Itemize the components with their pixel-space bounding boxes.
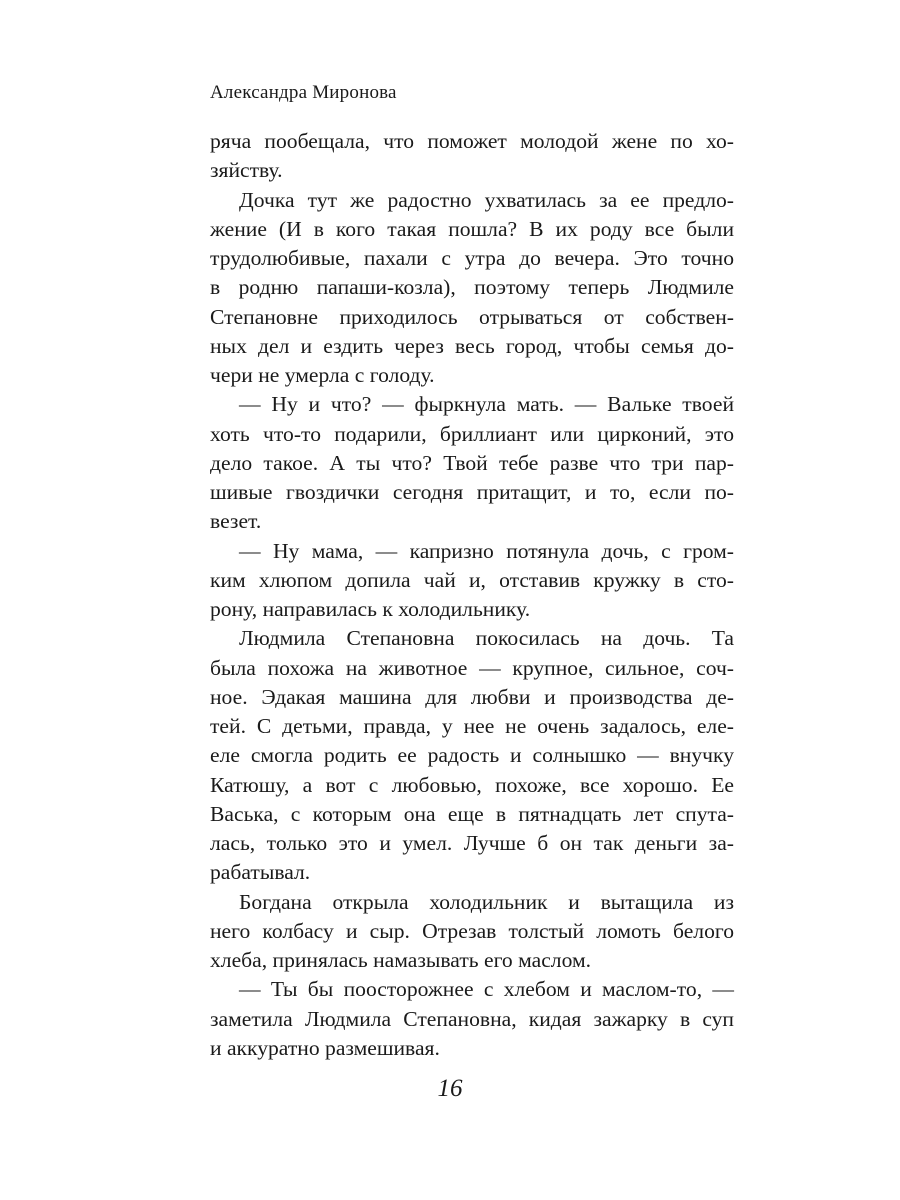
text-line: чери не умерла с голоду.: [210, 363, 435, 387]
text-line: рону, направилась к холодильнику.: [210, 597, 531, 621]
text-line: тей. С детьми, правда, у нее не очень задалось, еле-: [210, 714, 734, 738]
text-line: зяйству.: [210, 158, 283, 183]
running-head-author: Александра Миронова: [210, 82, 397, 103]
text-line: заметила Людмила Степановна, кидая зажарку в суп: [210, 1006, 734, 1031]
text-line: Степановне приходилось отрываться от собствен-: [210, 304, 734, 329]
text-line: него колбасу и сыр. Отрезав толстый ломоть белого: [210, 918, 734, 943]
text-line: рабатывал.: [210, 860, 311, 885]
text-line: ное. Эдакая машина для любви и производства де-: [210, 684, 734, 709]
text-line: и аккуратно размешивая.: [210, 1035, 440, 1060]
text-line: шивые гвоздички сегодня притащит, и то, если по-: [210, 480, 734, 504]
text-line: хоть что-то подарили, бриллиант или цирконий, это: [210, 421, 734, 446]
page-number: 16: [437, 1075, 463, 1102]
text-line: жение (И в кого такая пошла? В их роду все были: [210, 216, 734, 241]
text-line: Катюшу, а вот с любовью, похоже, все хорошо. Ее: [210, 772, 734, 797]
text-line: хлеба, принялась намазывать его маслом.: [210, 948, 592, 972]
text-line: в родню папаши-козла), поэтому теперь Людмиле: [210, 275, 734, 300]
text-line: Людмила Степановна покосилась на дочь. Та: [239, 626, 734, 651]
text-line: была похожа на животное — крупное, сильное, соч-: [210, 655, 734, 680]
text-line: — Ну и что? — фыркнула мать. — Вальке твоей: [239, 392, 734, 417]
text-line: ных дел и ездить через весь город, чтобы семья до-: [210, 333, 734, 358]
text-line: — Ну мама, — капризно потянула дочь, с гром-: [239, 538, 734, 563]
text-line: Васька, с которым она еще в пятнадцать лет спута-: [210, 801, 734, 826]
text-line: ряча пообещала, что поможет молодой жене по хо-: [210, 129, 734, 153]
text-line: Богдана открыла холодильник и вытащила из: [239, 889, 734, 914]
text-line: ким хлюпом допила чай и, отставив кружку в сто-: [210, 567, 734, 592]
text-line: дело такое. А ты что? Твой тебе разве что три пар-: [210, 450, 734, 475]
body-text: [210, 127, 734, 1063]
text-line: везет.: [210, 509, 262, 534]
text-line: — Ты бы поосторожнее с хлебом и маслом-то, —: [239, 977, 734, 1002]
text-line: трудолюбивые, пахали с утра до вечера. Это точно: [210, 246, 734, 270]
text-line: лась, только это и умел. Лучше б он так деньги за-: [210, 831, 734, 855]
text-line: еле смогла родить ее радость и солнышко — внучку: [210, 743, 734, 768]
text-line: Дочка тут же радостно ухватилась за ее предло-: [239, 187, 734, 212]
